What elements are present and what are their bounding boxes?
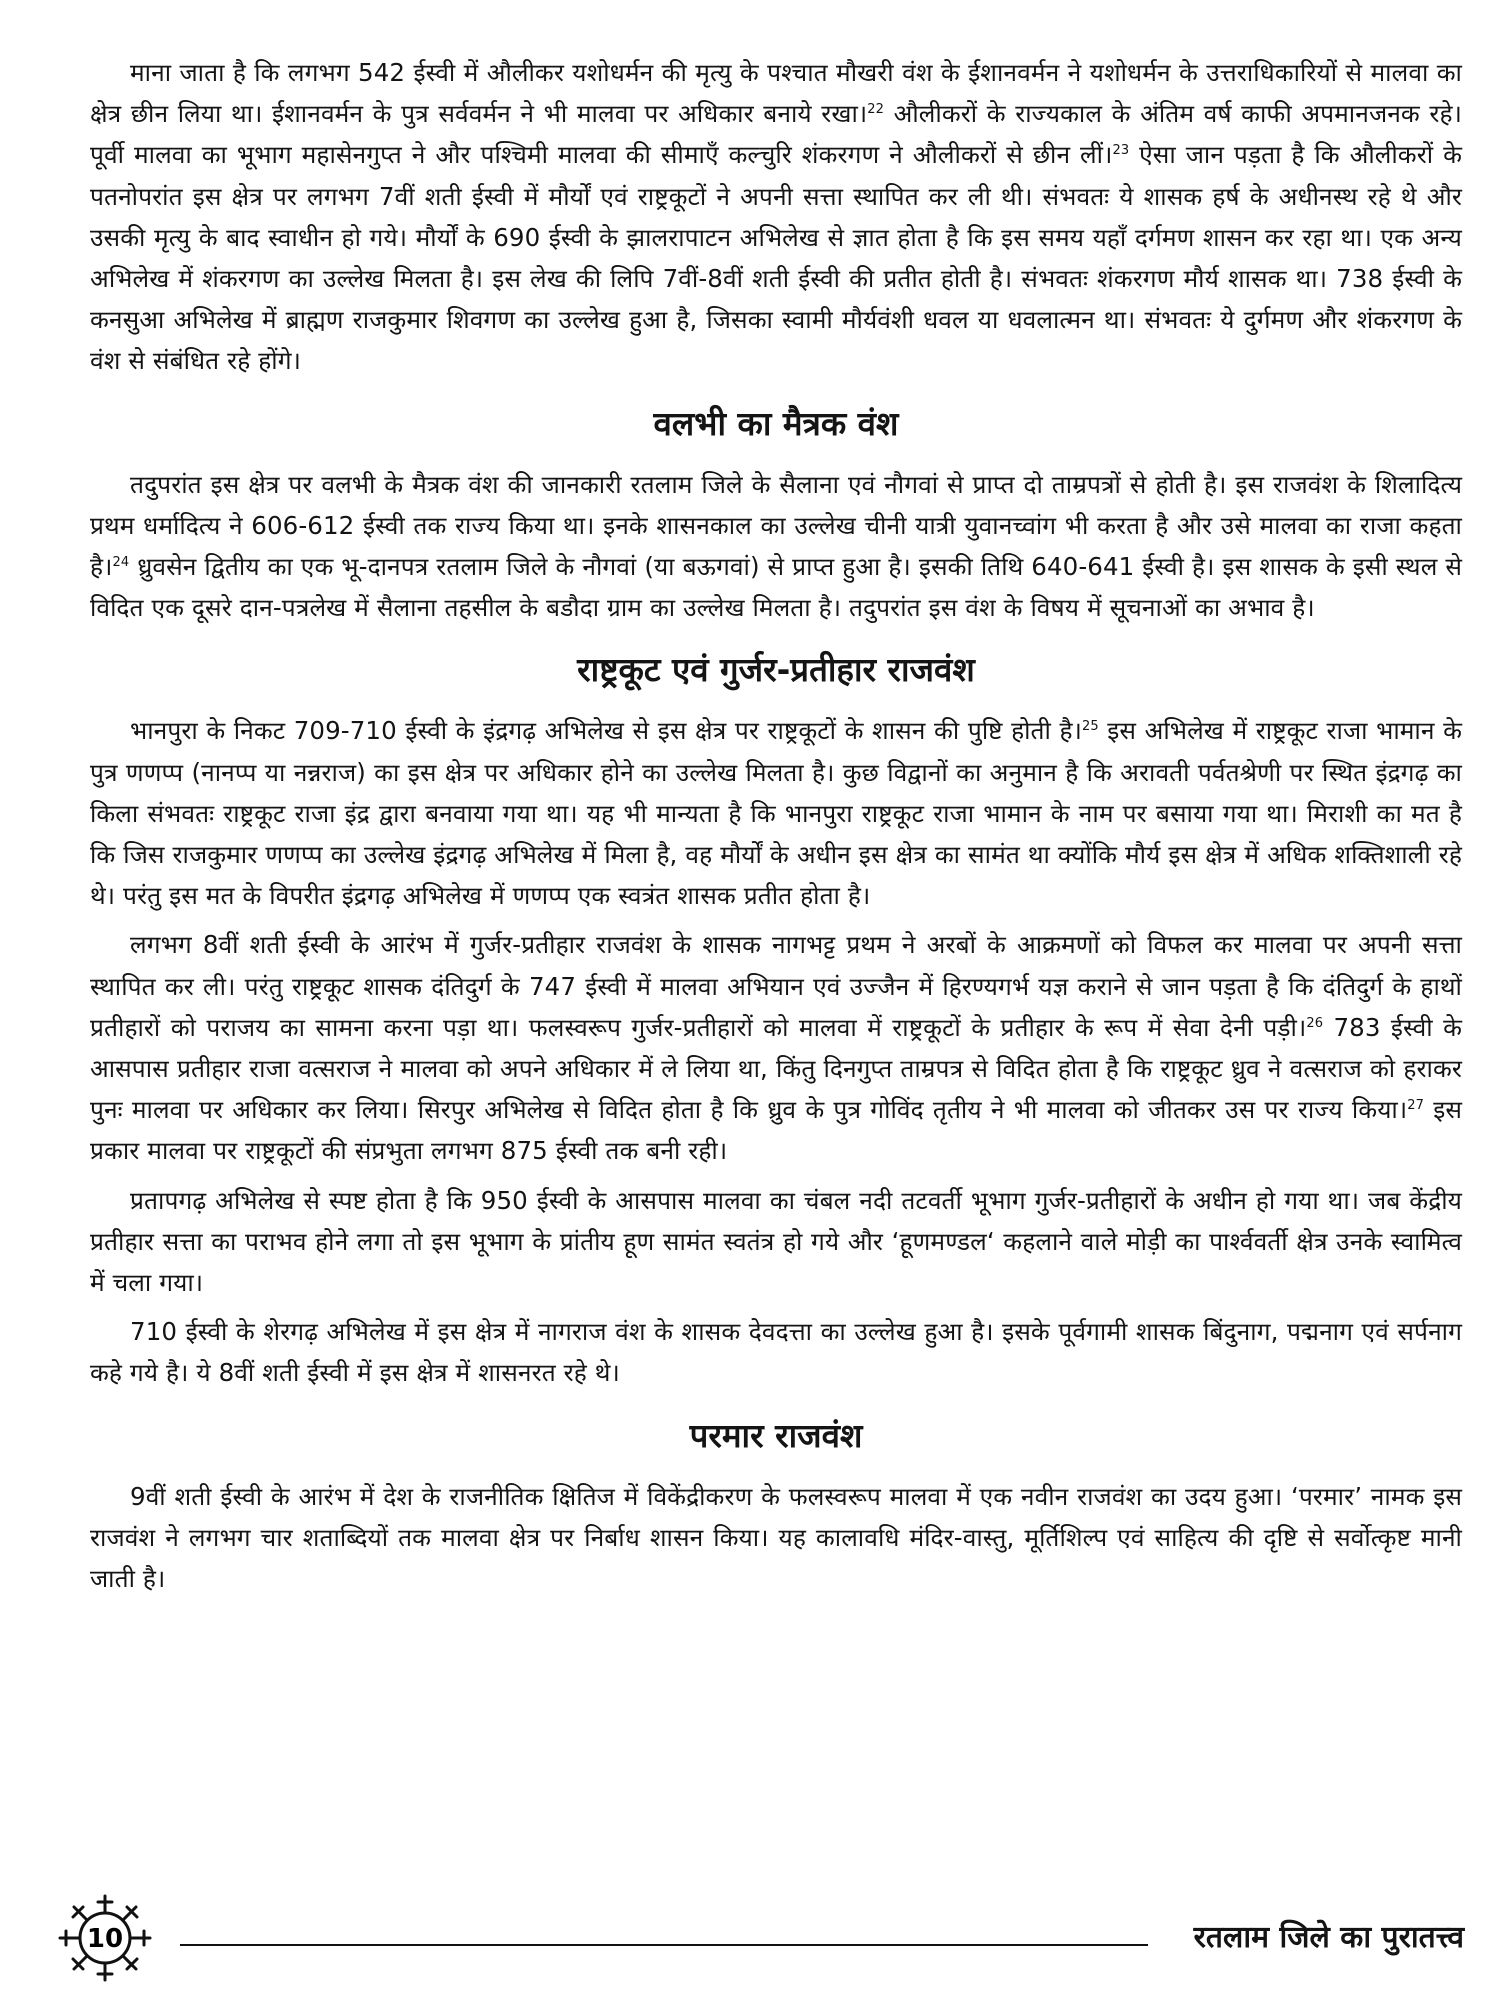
heading-paramar: परमार राजवंश <box>689 1415 863 1455</box>
footnote-ref-24: 24 <box>112 554 130 570</box>
book-title: रतलाम जिले का पुरातत्त्व <box>1193 1920 1464 1955</box>
paragraph-rashtrakuta-1: भानपुरा के निकट 709-710 ईस्वी के इंद्रगढ़ अभिलेख से इस क्षेत्र पर राष्ट्रकूटों के शासन की पुष्टि होती है।$^{25}$ इस अभिलेख में राष्ट्रकूट राजा भामान के पुत्र णणप्प (नानप्प या नन्नराज) का इस क्षेत्र पर अधिकार होने का उल्लेख मिलता है। कुछ विद्वानों का अनुमान है कि अरावती पर्वतश्रेणी पर स्थित इंद्रगढ़ का किला संभवतः राष्ट्रकूट राजा इंद्र द्वारा बनवाया गया था। यह भी मान्यता है कि भानपुरा राष्ट्रकूट राजा भामान के नाम पर बसाया गया था। मिराशी का मत है कि जिस राजकुमार णणप्प का उल्लेख इंद्रगढ़ अभिलेख में मिला है, वह मौर्यों के अधीन इस क्षेत्र का सामंत था क्योंकि मौर्य इस क्षेत्र में अधिक शक्तिशाली रहे थे। परंतु इस मत के विपरीत इंद्रगढ़ अभिलेख में णणप्प एक स्वत्रंत शासक प्रतीत होता है। <box>90 716 1463 911</box>
heading-valabhi: वलभी का मैत्रक वंश <box>653 403 899 443</box>
footnote-ref-22: 22 <box>867 102 885 118</box>
footnote-ref-27: 27 <box>1407 1098 1424 1114</box>
paragraph-rashtrakuta-2: लगभग 8वीं शती ईस्वी के आरंभ में गुर्जर-प्रतीहार राजवंश के शासक नागभट्ट प्रथम ने अरबों के आक्रमणों को विफल कर मालवा पर अपनी सत्ता स्थापित कर ली। परंतु राष्ट्रकूट शासक दंतिदुर्ग के 747 ईस्वी में मालवा अभियान एवं उज्जैन में हिरण्यगर्भ यज्ञ कराने से जान पड़ता है कि दंतिदुर्ग के हाथों प्रतीहारों को पराजय का सामना करना पड़ा था। फलस्वरूप गुर्जर-प्रतीहारों को मालवा में राष्ट्रकूटों के प्रतीहार के रूप में सेवा देनी पड़ी।$^{26}$ 783 ईस्वी के आसपास प्रतीहार राजा वत्सराज ने मालवा को अपने अधिकार में ले लिया था, किंतु दिनगुप्त ताम्रपत्र से विदित होता है कि राष्ट्रकूट ध्रुव ने वत्सराज को हराकर पुनः मालवा पर अधिकार कर लिया। सिरपुर अभिलेख से विदित होता है कि ध्रुव के पुत्र गोविंद तृतीय ने भी मालवा को जीतकर उस पर राज्य किया।$^{27}$ इस प्रकार मालवा पर राष्ट्रकूटों की संप्रभुता लगभग 875 ईस्वी तक बनी रही। <box>90 930 1462 1166</box>
page-number: 10 <box>86 1924 124 1954</box>
paragraph-valabhi: तदुपरांत इस क्षेत्र पर वलभी के मैत्रक वंश की जानकारी रतलाम जिले के सैलाना एवं नौगवां से प्राप्त दो ताम्रपत्रों से होती है। इस राजवंश के शिलादित्य प्रथम धर्मादित्य ने 606-612 ईस्वी तक राज्य किया था। इनके शासनकाल का उल्लेख चीनी यात्री युवानच्वांग भी करता है और उसे मालवा का राजा कहता है।$^{24}$ ध्रुवसेन द्वितीय का एक भू-दानपत्र रतलाम जिले के नौगवां (या बऊगवां) से प्राप्त हुआ है। इसकी तिथि 640-641 ईस्वी है। इस शासक के इसी स्थल से विदित एक दूसरे दान-पत्रलेख में सैलाना तहसील के बडौदा ग्राम का उल्लेख मिलता है। तदुपरांत इस वंश के विषय में सूचनाओं का अभाव है। <box>90 469 1463 623</box>
footnote-ref-26: 26 <box>1306 1015 1324 1031</box>
footnote-ref-23: 23 <box>1112 143 1130 159</box>
paragraph-rashtrakuta-4: 710 ईस्वी के शेरगढ़ अभिलेख में इस क्षेत्र में नागराज वंश के शासक देवदत्ता का उल्लेख हुआ है। इसके पूर्वगामी शासक बिंदुनाग, पद्मनाग एवं सर्पनाग कहे गये है। ये 8वीं शती ईस्वी में इस क्षेत्र में शासनरत रहे थे। <box>90 1317 1462 1388</box>
page-footer <box>40 1888 1470 1988</box>
page-body <box>90 52 1462 1607</box>
footer-rule <box>180 1944 1148 1946</box>
paragraph-paramar: 9वीं शती ईस्वी के आरंभ में देश के राजनीतिक क्षितिज में विकेंद्रीकरण के फलस्वरूप मालवा में एक नवीन राजवंश का उदय हुआ। ‘परमार’ नामक इस राजवंश ने लगभग चार शताब्दियों तक मालवा क्षेत्र पर निर्बाध शासन किया। यह कालावधि मंदिर-वास्तु, मूर्तिशिल्प एवं साहित्य की दृष्टि से सर्वोत्कृष्ट मानी जाती है। <box>90 1481 1462 1594</box>
paragraph-intro: माना जाता है कि लगभग 542 ईस्वी में औलीकर यशोधर्मन की मृत्यु के पश्चात मौखरी वंश के ईशानवर्मन ने यशोधर्मन के उत्तराधिकारियों से मालवा का क्षेत्र छीन लिया था। ईशानवर्मन के पुत्र सर्ववर्मन ने भी मालवा पर अधिकार बनाये रखा।$^{22}$ औलीकरों के राज्यकाल के अंतिम वर्ष काफी अपमानजनक रहे। पूर्वी मालवा का भूभाग महासेनगुप्त ने और पश्चिमी मालवा की सीमाएँ कल्चुरि शंकरगण ने औलीकरों से छीन लीं।$^{23}$ ऐसा जान पड़ता है कि औलीकरों के पतनोपरांत इस क्षेत्र पर लगभग 7वीं शती ईस्वी में मौर्यों एवं राष्ट्रकूटों ने अपनी सत्ता स्थापित कर ली थी। संभवतः ये शासक हर्ष के अधीनस्थ रहे थे और उसकी मृत्यु के बाद स्वाधीन हो गये। मौर्यों के 690 ईस्वी के झालरापाटन अभिलेख से ज्ञात होता है कि इस समय यहाँ दर्गमण शासन कर रहा था। एक अन्य अभिलेख में शंकरगण का उल्लेख मिलता है। इस लेख की लिपि 7वीं-8वीं शती ईस्वी की प्रतीत होती है। संभवतः शंकरगण मौर्य शासक था। 738 ईस्वी के कनसुआ अभिलेख में ब्राह्मण राजकुमार शिवगण का उल्लेख हुआ है, जिसका स्वामी मौर्यवंशी धवल या धवलात्मन था। संभवतः ये दुर्गमण और शंकरगण के वंश से संबंधित रहे होंगे। <box>90 58 1463 376</box>
paragraph-rashtrakuta-3: प्रतापगढ़ अभिलेख से स्पष्ट होता है कि 950 ईस्वी के आसपास मालवा का चंबल नदी तटवर्ती भूभाग गुर्जर-प्रतीहारों के अधीन हो गया था। जब केंद्रीय प्रतीहार सत्ता का पराभव होने लगा तो इस भूभाग के प्रांतीय हूण सामंत स्वतंत्र हो गये और ‘हूणमण्डल‘ कहलाने वाले मोड़ी का पार्श्ववर्ती क्षेत्र उनके स्वामित्व में चला गया। <box>90 1185 1462 1298</box>
heading-rashtrakuta: राष्ट्रकूट एवं गुर्जर-प्रतीहार राजवंश <box>577 650 975 690</box>
footnote-ref-25: 25 <box>1082 719 1099 735</box>
sun-ornament-icon <box>40 1888 170 1988</box>
